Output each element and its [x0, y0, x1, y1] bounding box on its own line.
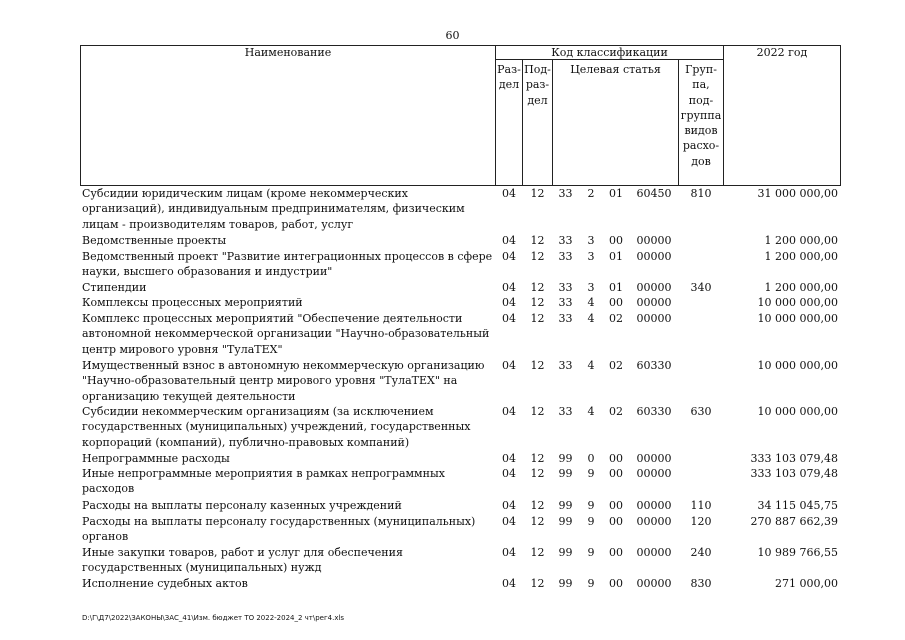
row-code-t1: 33: [558, 312, 573, 325]
row-code-t3: 02: [609, 405, 623, 418]
row-code-t2: 9: [587, 546, 595, 559]
row-amount: 10 000 000,00: [757, 296, 838, 309]
row-code-t2: 4: [587, 359, 595, 372]
row-code-t1: 99: [558, 515, 573, 528]
row-code-t1: 99: [558, 452, 573, 465]
row-code-t3: 01: [609, 187, 623, 200]
row-code-g: 120: [690, 515, 712, 528]
row-amount: 10 000 000,00: [757, 405, 838, 418]
row-name: Непрограммные расходы: [82, 452, 230, 465]
row-code-r: 04: [502, 250, 516, 263]
row-code-t3: 02: [609, 312, 623, 325]
row-code-p: 12: [530, 499, 545, 512]
row-amount: 10 000 000,00: [757, 359, 838, 372]
row-code-g: 830: [690, 577, 712, 590]
row-amount: 31 000 000,00: [757, 187, 838, 200]
row-amount: 271 000,00: [775, 577, 838, 590]
row-name: Имущественный взнос в автономную некоммерческую организацию "Научно-образовательный центр мирового уровня "ТулаТЕХ" на организацию текущей деятельности: [82, 359, 485, 403]
row-code-p: 12: [530, 281, 545, 294]
row-code-t3: 00: [609, 452, 623, 465]
row-code-r: 04: [502, 515, 516, 528]
row-code-g: 110: [690, 499, 712, 512]
row-code-t3: 00: [609, 515, 623, 528]
row-name: Субсидии некоммерческим организациям (за исключением государственных (муниципальных) учреждений, государственных корпораций (компаний), публично-правовых компаний): [82, 405, 471, 449]
row-code-t1: 99: [558, 467, 573, 480]
row-code-p: 12: [530, 359, 545, 372]
row-code-t2: 2: [587, 187, 595, 200]
row-amount: 1 200 000,00: [764, 250, 838, 263]
row-code-t3: 01: [609, 250, 623, 263]
row-code-r: 04: [502, 405, 516, 418]
row-name: Ведомственный проект "Развитие интеграционных процессов в сфере науки, высшего образования и индустрии": [82, 250, 493, 279]
row-code-g: 630: [690, 405, 712, 418]
row-code-t1: 99: [558, 499, 573, 512]
row-amount: 333 103 079,48: [750, 467, 838, 480]
row-name: Комплексы процессных мероприятий: [82, 296, 303, 309]
row-amount: 270 887 662,39: [750, 515, 838, 528]
row-amount: 1 200 000,00: [764, 234, 838, 247]
row-amount: 10 989 766,55: [757, 546, 838, 559]
row-code-t1: 33: [558, 296, 573, 309]
row-code-p: 12: [530, 187, 545, 200]
page-number: 60: [445, 29, 460, 42]
col-border-podrazdel: [552, 59, 553, 186]
row-code-p: 12: [530, 312, 545, 325]
row-code-p: 12: [530, 296, 545, 309]
row-code-p: 12: [530, 577, 545, 590]
row-code-t4: 00000: [636, 250, 672, 263]
row-code-p: 12: [530, 546, 545, 559]
row-code-r: 04: [502, 499, 516, 512]
row-code-t1: 33: [558, 234, 573, 247]
row-code-t2: 4: [587, 312, 595, 325]
row-code-p: 12: [530, 250, 545, 263]
row-code-t2: 4: [587, 296, 595, 309]
row-code-g: 340: [690, 281, 712, 294]
row-name: Стипендии: [82, 281, 147, 294]
row-name: Иные закупки товаров, работ и услуг для обеспечения государственных (муниципальных) нужд: [82, 546, 403, 575]
row-name: Расходы на выплаты персоналу государственных (муниципальных) органов: [82, 515, 476, 544]
col-border-left: [80, 45, 81, 186]
row-code-t4: 00000: [636, 499, 672, 512]
row-code-t4: 00000: [636, 296, 672, 309]
row-code-t3: 00: [609, 296, 623, 309]
row-amount: 10 000 000,00: [757, 312, 838, 325]
row-code-t2: 9: [587, 467, 595, 480]
row-code-t4: 60330: [636, 359, 672, 372]
row-code-p: 12: [530, 405, 545, 418]
row-amount: 34 115 045,75: [757, 499, 838, 512]
row-code-r: 04: [502, 281, 516, 294]
row-code-t4: 00000: [636, 281, 672, 294]
row-code-t4: 00000: [636, 577, 672, 590]
row-code-p: 12: [530, 467, 545, 480]
col-border-right: [840, 45, 841, 186]
row-code-t2: 3: [587, 234, 595, 247]
row-code-t1: 33: [558, 250, 573, 263]
row-code-t4: 00000: [636, 467, 672, 480]
row-code-t4: 00000: [636, 234, 672, 247]
row-code-t1: 33: [558, 187, 573, 200]
row-code-t3: 00: [609, 234, 623, 247]
row-code-t2: 9: [587, 499, 595, 512]
row-code-t3: 00: [609, 467, 623, 480]
row-code-t1: 33: [558, 281, 573, 294]
header-name: Наименование: [244, 46, 332, 59]
header-code: Код классификации: [551, 46, 668, 59]
footer-file-path: D:\Г\Д7\2022\ЗАКОНЫ\ЗАС_41\Изм. бюджет ТО 2022-2024_2 чт\рег4.xls: [82, 614, 345, 622]
header-podrazdel: Под- раз- дел: [524, 63, 551, 107]
header-target: Целевая статья: [570, 63, 661, 76]
row-code-r: 04: [502, 452, 516, 465]
row-code-t1: 99: [558, 577, 573, 590]
row-name: Комплекс процессных мероприятий "Обеспечение деятельности автономной некоммерческой организации "Научно-образовательный центр мирового уровня "ТулаТЕХ": [82, 312, 490, 356]
row-code-t2: 9: [587, 577, 595, 590]
row-code-t3: 01: [609, 281, 623, 294]
row-code-t2: 4: [587, 405, 595, 418]
row-code-t2: 9: [587, 515, 595, 528]
row-code-r: 04: [502, 577, 516, 590]
row-code-g: 240: [690, 546, 712, 559]
row-code-t2: 3: [587, 250, 595, 263]
row-code-t3: 02: [609, 359, 623, 372]
row-name: Ведомственные проекты: [82, 234, 227, 247]
row-code-t4: 00000: [636, 546, 672, 559]
header-year: 2022 год: [756, 46, 808, 59]
row-code-t4: 00000: [636, 312, 672, 325]
row-amount: 1 200 000,00: [764, 281, 838, 294]
row-code-t2: 3: [587, 281, 595, 294]
row-name: Расходы на выплаты персоналу казенных учреждений: [82, 499, 402, 512]
row-code-t1: 99: [558, 546, 573, 559]
row-code-p: 12: [530, 515, 545, 528]
row-code-t4: 00000: [636, 515, 672, 528]
col-border-group: [723, 45, 724, 186]
row-code-r: 04: [502, 234, 516, 247]
row-code-t4: 60450: [636, 187, 672, 200]
row-code-t4: 60330: [636, 405, 672, 418]
row-code-p: 12: [530, 452, 545, 465]
row-amount: 333 103 079,48: [750, 452, 838, 465]
row-name: Исполнение судебных актов: [82, 577, 248, 590]
row-code-r: 04: [502, 359, 516, 372]
row-code-t1: 33: [558, 359, 573, 372]
row-code-t3: 00: [609, 499, 623, 512]
row-code-t3: 00: [609, 577, 623, 590]
header-razdel: Раз- дел: [497, 63, 521, 92]
header-group: Груп- па, под- группа видов расхо- дов: [680, 63, 722, 168]
row-code-t1: 33: [558, 405, 573, 418]
row-code-r: 04: [502, 546, 516, 559]
row-code-p: 12: [530, 234, 545, 247]
row-code-t4: 00000: [636, 452, 672, 465]
row-name: Субсидии юридическим лицам (кроме некоммерческих организаций), индивидуальным предпринимателям, физическим лицам - производителям товаров, работ, услуг: [82, 187, 465, 231]
row-code-t2: 0: [587, 452, 595, 465]
row-code-r: 04: [502, 312, 516, 325]
row-code-r: 04: [502, 296, 516, 309]
row-code-g: 810: [690, 187, 712, 200]
row-code-t3: 00: [609, 546, 623, 559]
row-name: Иные непрограммные мероприятия в рамках непрограммных расходов: [82, 467, 445, 496]
row-code-r: 04: [502, 187, 516, 200]
row-code-r: 04: [502, 467, 516, 480]
